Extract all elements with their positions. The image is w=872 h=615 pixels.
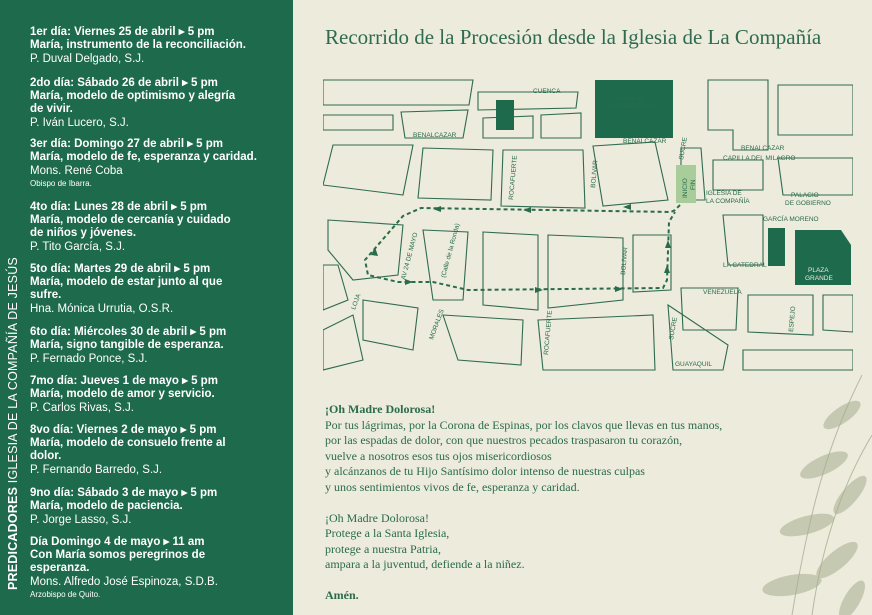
map-panel bbox=[293, 0, 872, 615]
svg-text:PALACIO: PALACIO bbox=[791, 192, 819, 199]
svg-text:LOJA: LOJA bbox=[350, 293, 363, 311]
svg-text:PLAZA DE: PLAZA DE bbox=[616, 96, 645, 102]
svg-text:(Calle de la Ronda): (Calle de la Ronda) bbox=[440, 222, 462, 279]
svg-text:BENALCAZAR: BENALCAZAR bbox=[741, 145, 785, 152]
day-7: 7mo día: Jueves 1 de mayo ▸ 5 pm María, modelo de amor y servicio. P. Carlos Rivas, S.J. bbox=[30, 375, 218, 414]
day-1: 1er día: Viernes 25 de abril ▸ 5 pm María, instrumento de la reconciliación. P. Duval Delgado, S.J. bbox=[30, 26, 247, 65]
day-3: 3er día: Domingo 27 de abril ▸ 5 pm María, modelo de fe, esperanza y caridad. Mons. René Coba Obispo de Ibarra. bbox=[30, 138, 257, 188]
svg-text:DE GOBIERNO: DE GOBIERNO bbox=[785, 200, 831, 207]
svg-text:BENALCAZAR: BENALCAZAR bbox=[623, 138, 667, 145]
day-6: 6to día: Miércoles 30 de abril ▸ 5 pm María, signo tangible de esperanza. P. Fernado Ponce, S.J. bbox=[30, 326, 227, 365]
svg-text:SUCRE: SUCRE bbox=[668, 316, 679, 341]
svg-text:LA COMPAÑÍA: LA COMPAÑÍA bbox=[706, 198, 750, 205]
day-2: 2do día: Sábado 26 de abril ▸ 5 pm María, modelo de optimismo y alegría de vivir. P. Iván Lucero, S.J. bbox=[30, 77, 236, 129]
map-title: Recorrido de la Procesión desde la Iglesia de La Compañía bbox=[325, 25, 822, 49]
svg-text:MORALES: MORALES bbox=[428, 308, 446, 341]
procession-map bbox=[323, 70, 853, 380]
svg-text:BOLIVAR: BOLIVAR bbox=[620, 246, 630, 276]
svg-text:INICIO: INICIO bbox=[682, 178, 689, 198]
svg-text:AV 24 DE MAYO: AV 24 DE MAYO bbox=[400, 231, 420, 281]
svg-text:ROCAFUERTE: ROCAFUERTE bbox=[508, 155, 519, 201]
svg-text:BENALCAZAR: BENALCAZAR bbox=[413, 132, 457, 139]
day-5: 5to día: Martes 29 de abril ▸ 5 pm María, modelo de estar junto al que sufre. Hna. Mónica Urrutia, O.S.R. bbox=[30, 263, 223, 315]
svg-text:LA CATEDRAL: LA CATEDRAL bbox=[723, 262, 767, 269]
svg-text:GUAYAQUIL: GUAYAQUIL bbox=[675, 361, 712, 368]
svg-text:ROCAFUERTE: ROCAFUERTE bbox=[543, 310, 554, 356]
preachers-panel bbox=[0, 0, 293, 615]
svg-text:GRANDE: GRANDE bbox=[805, 275, 833, 282]
svg-text:GARCÍA MORENO: GARCÍA MORENO bbox=[763, 216, 819, 223]
vertical-title: PREDICADORES IGLESIA DE LA COMPAÑÍA DE JESÚS bbox=[6, 257, 20, 590]
day-4: 4to día: Lunes 28 de abril ▸ 5 pm María, modelo de cercanía y cuidado de niños y jóvenes. P. Tito García, S.J. bbox=[30, 201, 231, 253]
svg-text:BOLIVAR: BOLIVAR bbox=[590, 159, 600, 189]
svg-text:VENEZUELA: VENEZUELA bbox=[703, 289, 742, 296]
svg-text:PLAZA: PLAZA bbox=[808, 267, 829, 274]
day-8: 8vo día: Viernes 2 de mayo ▸ 5 pm María, modelo de consuelo frente al dolor. P. Fernando Barredo, S.J. bbox=[30, 424, 226, 476]
svg-text:SAN FRANCISCO: SAN FRANCISCO bbox=[606, 104, 656, 110]
day-10: Día Domingo 4 de mayo ▸ 11 am Con María somos peregrinos de esperanza. Mons. Alfredo José Espinoza, S.D.B. Arzobispo de Quito. bbox=[30, 536, 218, 599]
decorative-leaves bbox=[732, 375, 872, 615]
svg-text:CAPILLA DEL MILAGRO: CAPILLA DEL MILAGRO bbox=[723, 155, 796, 162]
svg-text:SUCRE: SUCRE bbox=[678, 136, 689, 161]
svg-text:FIN: FIN bbox=[690, 179, 697, 190]
svg-text:IGLESIA DE: IGLESIA DE bbox=[706, 190, 742, 197]
prayer-text: ¡Oh Madre Dolorosa! Por tus lágrimas, por la Corona de Espinas, por los clavos que llevas en tus manos, por las espadas de dolor, con que nuestros pecados traspasaron tu corazón, vuelve a nosotros esos tus ojos misericordiosos y alcánzanos de tu Hijo Santísimo dolor intenso de nuestras culpas y unos sentimientos vivos de fe, esperanza y caridad. ¡Oh Madre Dolorosa! Protege a la Santa Iglesia, protege a nuestra Patria, ampara a la juventud, defiende a la niñez. Amén. bbox=[325, 402, 723, 602]
svg-text:CUENCA: CUENCA bbox=[533, 88, 561, 95]
day-9: 9no día: Sábado 3 de mayo ▸ 5 pm María, modelo de paciencia. P. Jorge Lasso, S.J. bbox=[30, 487, 218, 526]
svg-text:ESPEJO: ESPEJO bbox=[788, 306, 798, 333]
